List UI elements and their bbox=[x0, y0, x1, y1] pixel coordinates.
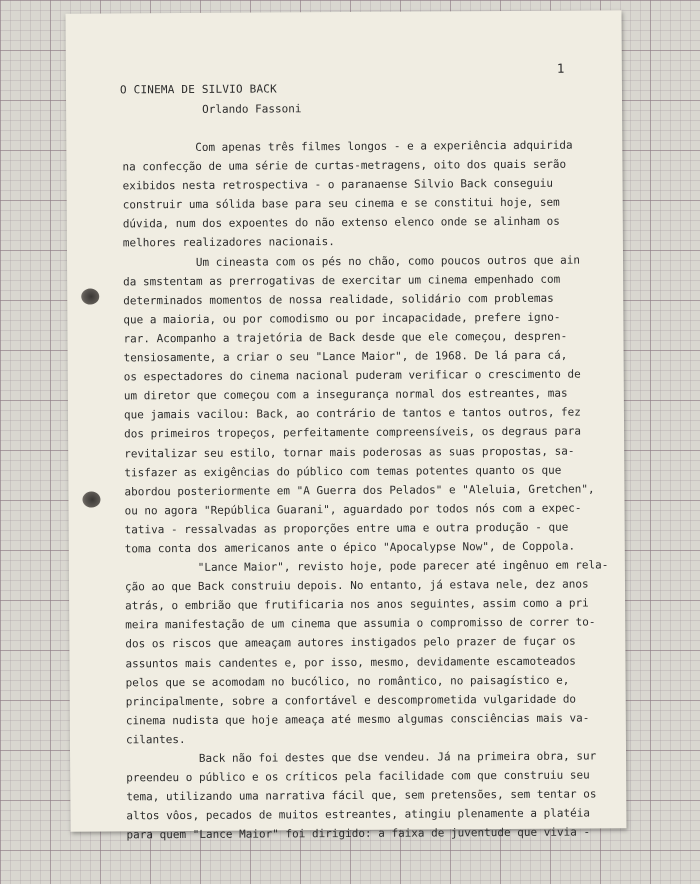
body-text bbox=[122, 135, 609, 844]
text-line: que jamais vacilou: Back, ao contrário de tantos e tantos outros, fez bbox=[123, 405, 581, 422]
text-line: altos vôos, pecados de muitos estreantes, atingiu plenamente a platéia bbox=[126, 806, 591, 823]
text-line: ção ao que Back construiu depois. No entanto, já estava nele, dez anos bbox=[124, 577, 589, 594]
text-line: tensiosamente, a criar o seu "Lance Maior", de 1968. De lá para cá, bbox=[123, 348, 568, 365]
text-line: dos os riscos que ameaçam autores instigados pelo prazer de fuçar os bbox=[125, 635, 576, 651]
text-line: toma conta dos americanos ante o épico "Apocalypse Now", de Coppola. bbox=[124, 539, 576, 556]
text-line: na confecção de uma série de curtas-metragens, oito dos quais serão bbox=[122, 157, 567, 174]
text-line: principalmente, sobre a confortável e descomprometida vulgaridade do bbox=[125, 692, 577, 709]
text-line: abordou posteriormente em "A Guerra dos Pelados" e "Aleluia, Gretchen", bbox=[124, 482, 595, 499]
text-line: "Lance Maior", revisto hoje, pode parecer até ingênuo em rela- bbox=[124, 558, 609, 575]
text-line: ou no agora "República Guarani", aguardado por todos nós com a expec- bbox=[124, 501, 582, 518]
text-line: Back não foi destes que dse vendeu. Já na primeira obra, sur bbox=[126, 749, 597, 766]
text-line: revitalizar seu estilo, tornar mais poderosas as suas propostas, sa- bbox=[124, 444, 575, 460]
text-line: que a maioria, ou por comodismo ou por incapacidade, prefere igno- bbox=[123, 310, 561, 327]
text-line: construir uma sólida base para seu cinema e se constitui hoje, sem bbox=[122, 195, 560, 212]
text-line: preendeu o público e os críticos pela facilidade com que construiu seu bbox=[126, 768, 590, 785]
text-line: melhores realizadores nacionais. bbox=[122, 235, 335, 250]
text-line: tativa - ressalvadas as proporções entre uma e outra produção - que bbox=[124, 520, 569, 537]
text-line: os espectadores do cinema nacional puderam verificar o crescimento de bbox=[123, 367, 581, 384]
author-name: Orlando Fassoni bbox=[202, 102, 302, 116]
punch-hole bbox=[82, 492, 100, 508]
text-line: rar. Acompanho a trajetória de Back desde que ele começou, despren- bbox=[123, 329, 568, 346]
text-line: meira manifestação de um cinema que assumia o compromisso de correr to- bbox=[125, 615, 596, 632]
text-line: determinados momentos de nossa realidade, solidário com problemas bbox=[123, 291, 554, 308]
punch-hole bbox=[81, 289, 99, 305]
text-line: para quem "Lance Maior" foi dirigido: a faixa de juventude que vivia - bbox=[126, 825, 591, 842]
document-title: O CINEMA DE SILVIO BACK bbox=[119, 82, 277, 97]
text-line: dos primeiros tropeços, perfeitamente compreensíveis, os degraus para bbox=[124, 424, 582, 441]
text-line: tisfazer as exigências do público com temas potentes quanto os que bbox=[124, 463, 562, 479]
text-line: cinema nudista que hoje ameaça até mesmo algumas consciências mais va- bbox=[125, 711, 590, 728]
text-line: atrás, o embrião que frutificaria nos anos seguintes, assim como a pri bbox=[125, 596, 589, 613]
text-line: pelos que se acomodam no bucólico, no romântico, no paisagístico e, bbox=[125, 673, 570, 689]
page-number: 1 bbox=[556, 60, 565, 76]
text-line: da smstentam as prerrogativas de exercitar um cinema empenhado com bbox=[123, 272, 561, 289]
text-line: exibidos nesta retrospectiva - o paranaense Silvio Back conseguiu bbox=[122, 176, 554, 193]
text-line: Com apenas três filmes longos - e a experiência adquirida bbox=[122, 138, 573, 155]
text-line: um diretor que começou com a insegurança normal dos estreantes, mas bbox=[123, 386, 568, 403]
text-line: Um cineasta com os pés no chão, como poucos outros que ain bbox=[122, 253, 581, 269]
text-line: assuntos mais candentes e, por isso, mesmo, devidamente escamoteados bbox=[125, 654, 576, 670]
text-line: tema, utilizando uma narrativa fácil que, sem pretensões, sem tentar os bbox=[126, 787, 597, 804]
typewritten-page bbox=[66, 10, 627, 842]
text-line: cilantes. bbox=[125, 732, 186, 747]
text-line: dúvida, num dos expoentes do não extenso elenco onde se alinham os bbox=[122, 215, 560, 231]
